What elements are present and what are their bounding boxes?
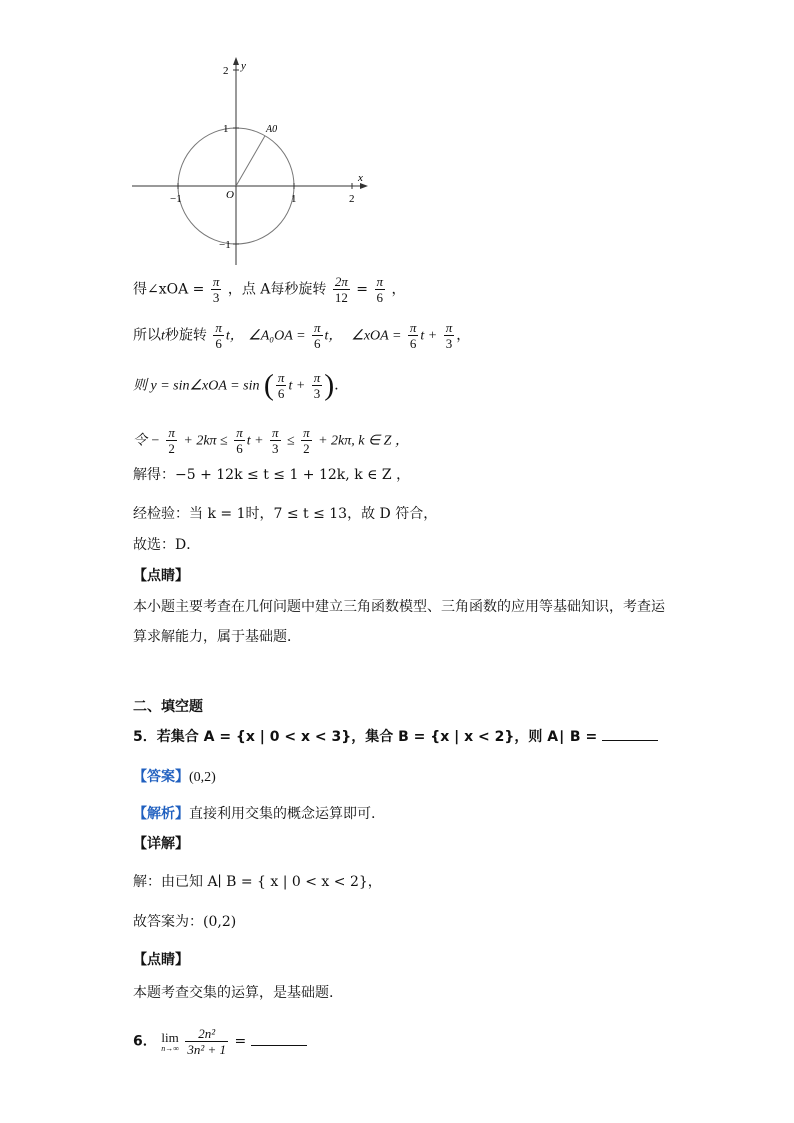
fraction-pi-over-3: $\frac{\pi}{3}$	[212, 274, 220, 305]
solution-line-3: 则 y = sin∠xOA = sin ( $\frac{\pi}{6}$ t + $\frac{\pi}{3}$ )．	[133, 368, 349, 402]
solution-line-5: 解得：−5 + 12k ≤ t ≤ 1 + 12k, k ∈ Z ，	[133, 467, 411, 483]
detail-heading: 【详解】	[133, 836, 189, 852]
solution-line-7: 故选：D．	[133, 537, 201, 553]
answer-blank-5[interactable]	[602, 728, 658, 741]
q6-fraction: $\frac{\text{2n²}}{\text{3n² + 1}}$	[187, 1026, 227, 1057]
fraction-pi-over-6: $\frac{\pi}{6}$	[376, 274, 384, 305]
answer-blank-6[interactable]	[251, 1033, 307, 1046]
fraction-2pi-over-12: $\frac{2\pi}{12}$	[334, 274, 348, 305]
question-5: 5．若集合 A = {x | 0 < x < 3}，集合 B = {x | x < 2}，则 A∣ B =	[133, 727, 658, 747]
tick-x-2: 2	[349, 193, 355, 205]
limit-operator: lim n→∞	[161, 1029, 179, 1053]
summary-line-1: 本小题主要考查在几何问题中建立三角函数模型、三角函数的应用等基础知识，考查运	[133, 599, 665, 615]
analysis-line: 【解析】直接利用交集的概念运算即可.	[133, 806, 376, 822]
tick-y-neg1: −1	[219, 239, 231, 251]
dianjing-heading-1: 【点睛】	[133, 568, 189, 584]
point-label-A0: A0	[266, 124, 278, 135]
y-axis-arrow-icon	[233, 57, 239, 65]
solution-line-1: 得∠xOA = $\frac{\pi}{3}$ ，点 A每秒旋转 $\frac{2\pi}{12}$ = $\frac{\pi}{6}$ ，	[133, 274, 406, 305]
tick-y-2: 2	[223, 65, 229, 77]
detail-line: 解：由已知 A∣ B = { x | 0 < x < 2}，	[133, 874, 382, 890]
answer-line: 【答案】(0,2)	[133, 769, 216, 785]
q5-summary: 本题考查交集的运算，是基础题.	[133, 985, 334, 1001]
question-6: 6． lim n→∞ $\frac{\text{2n²}}{\text{3n² + 1}}$ =	[133, 1026, 307, 1057]
x-axis-label: x	[358, 172, 363, 184]
solution-line-6: 经检验：当 k = 1时，7 ≤ t ≤ 13，故 D 符合，	[133, 506, 438, 522]
solution-line-2: 所以t秒旋转 $\frac{\pi}{6}$ t， ∠A₀OA = $\frac{\pi}{6}$ t， ∠xOA = $\frac{\pi}{6}$ t + $\frac{\pi}{3}$ ，	[133, 320, 471, 351]
y-axis-label: y	[241, 60, 246, 72]
origin-label: O	[226, 189, 234, 201]
section-title: 二、填空题	[133, 699, 203, 715]
solution-line-4: 令 − $\frac{\pi}{2}$ + 2kπ ≤ $\frac{\pi}{6}$ t + $\frac{\pi}{3}$ ≤ $\frac{\pi}{2}$ + 2kπ, k ∈ Z ，	[133, 425, 409, 456]
radius-OA0	[236, 136, 265, 186]
tick-x-neg1: −1	[170, 193, 182, 205]
summary-line-2: 算求解能力，属于基础题．	[133, 629, 301, 645]
tick-y-1: 1	[223, 123, 229, 135]
dianjing-heading-2: 【点睛】	[133, 952, 189, 968]
final-answer-line: 故答案为：(0,2)	[133, 914, 237, 930]
unit-circle-graph	[120, 55, 380, 275]
tick-x-1: 1	[291, 193, 297, 205]
